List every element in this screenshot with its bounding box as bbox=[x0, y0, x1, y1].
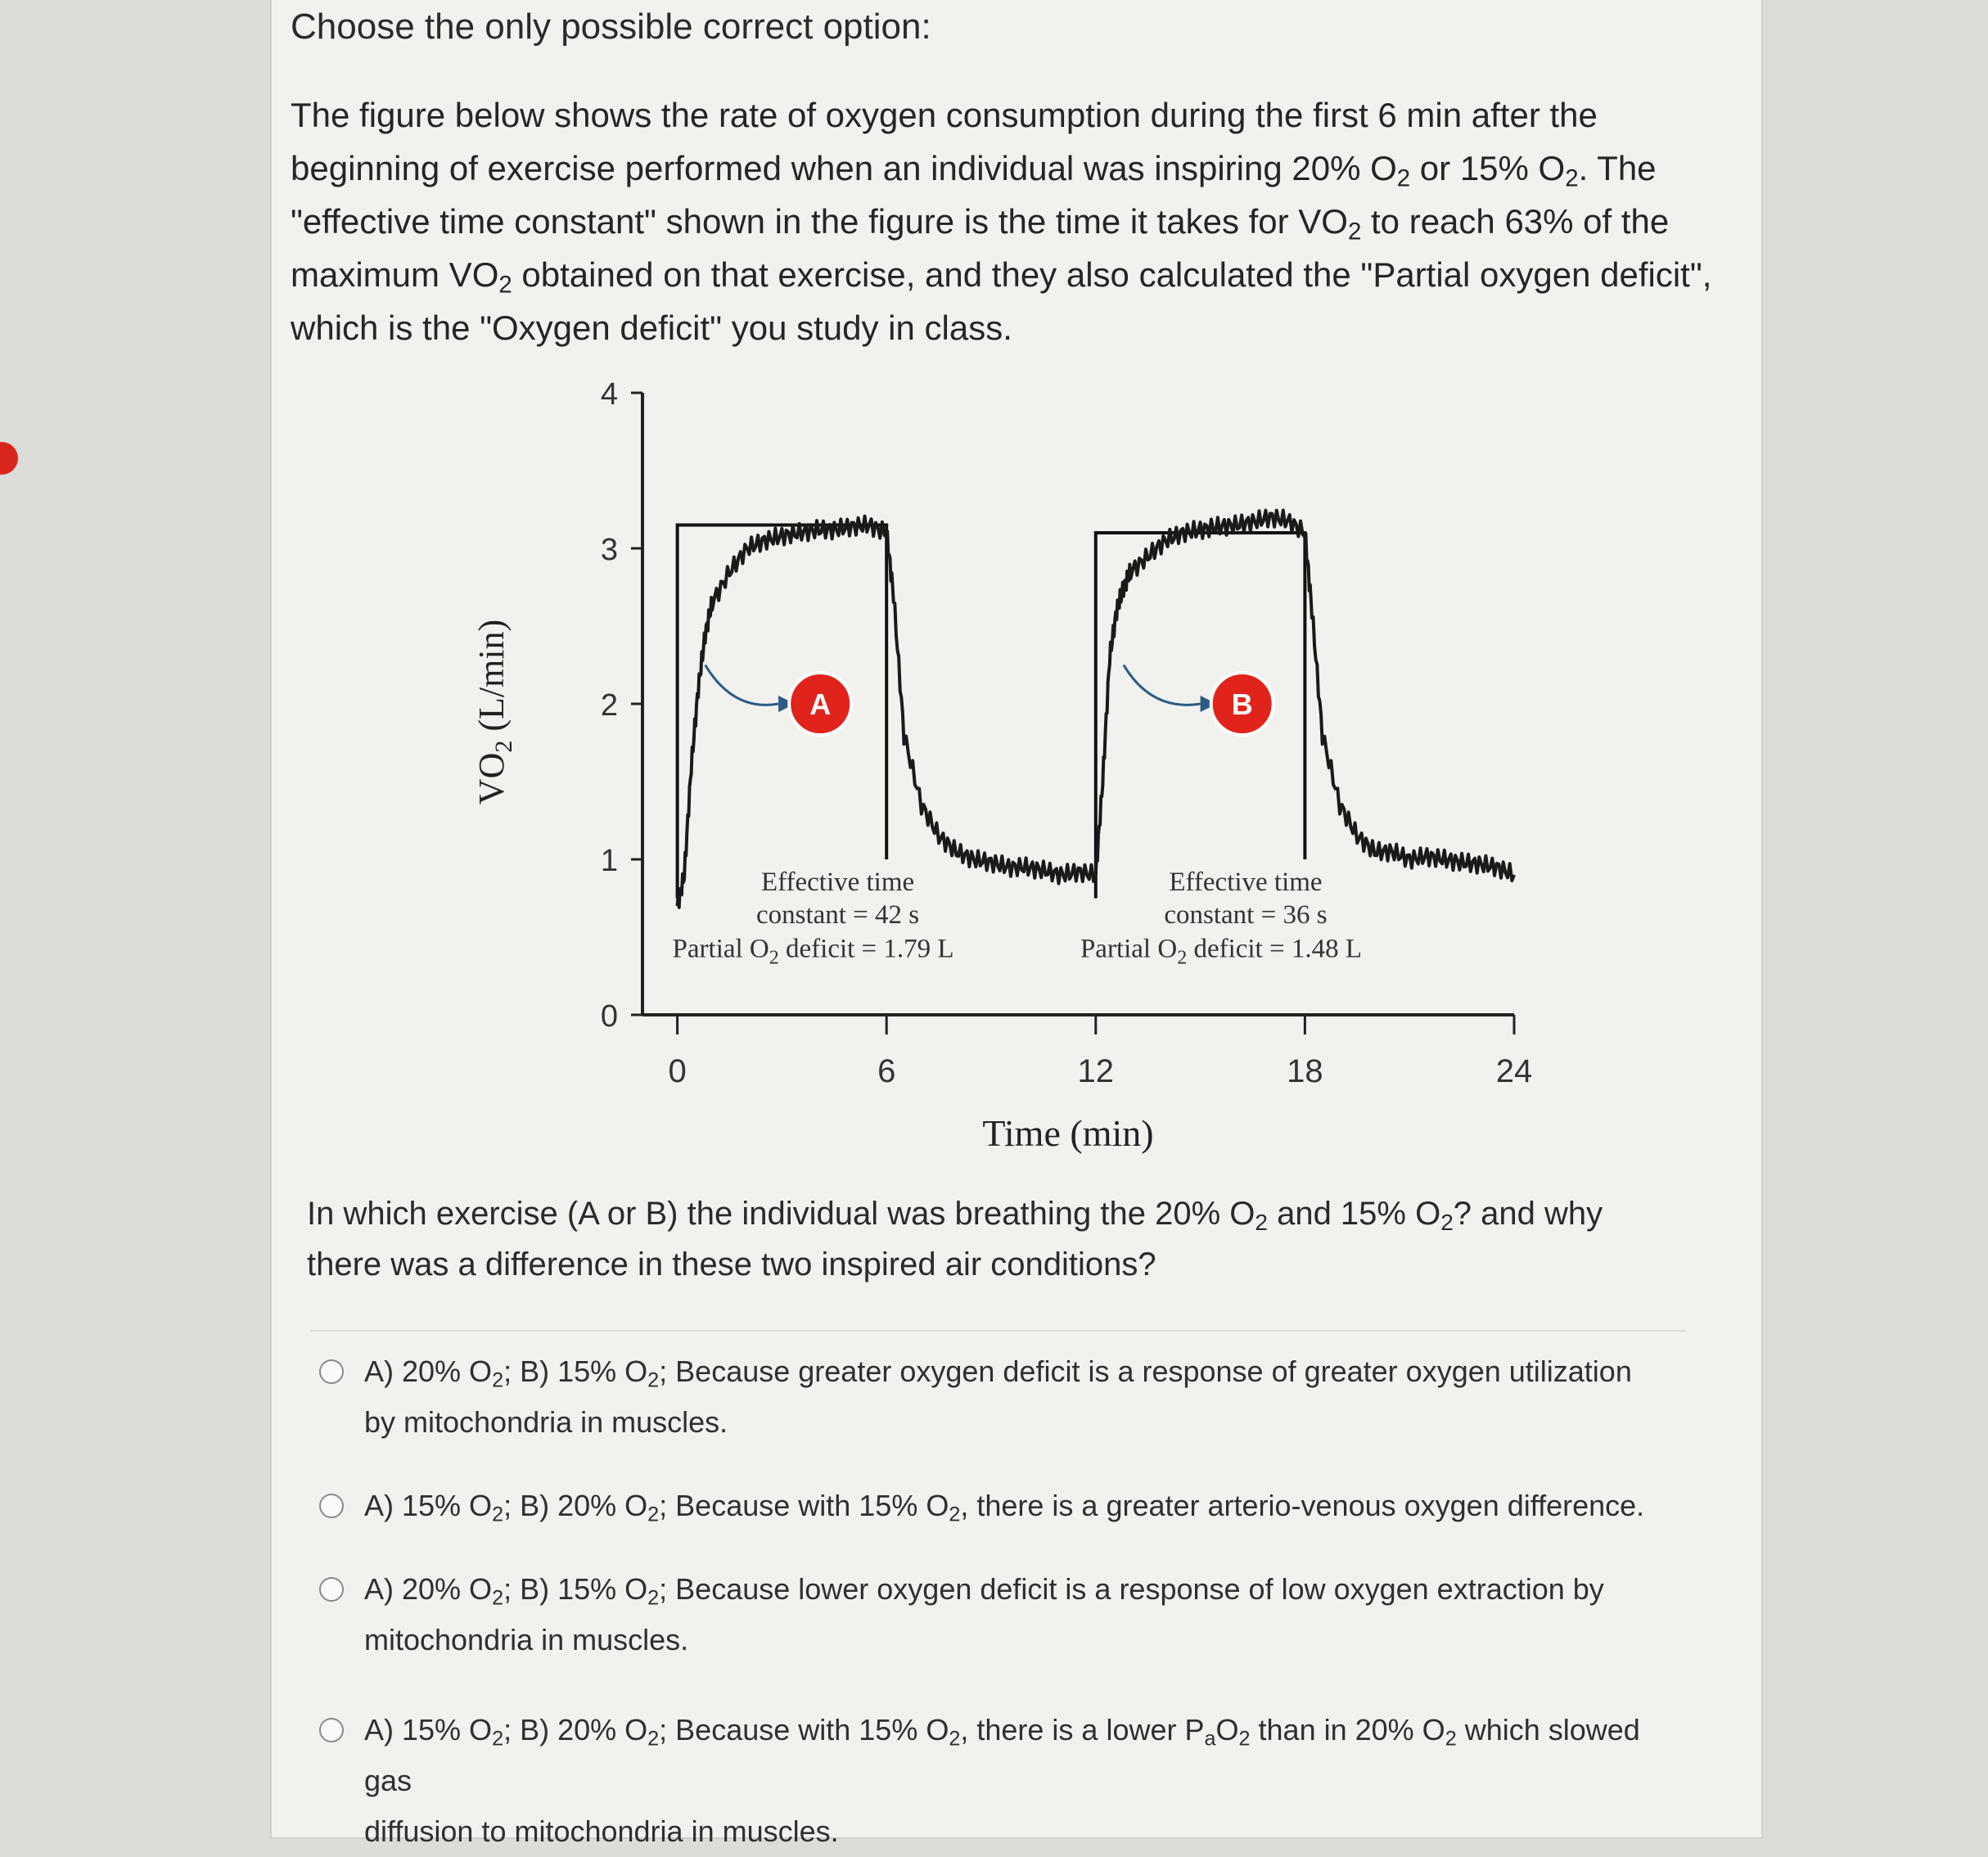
radio-button[interactable] bbox=[319, 1577, 344, 1602]
prompt-line: there was a difference in these two inspired air conditions? bbox=[307, 1246, 1156, 1282]
y-tick-label: 1 bbox=[600, 844, 618, 878]
radio-button[interactable] bbox=[319, 1494, 344, 1518]
x-tick-label: 6 bbox=[877, 1053, 896, 1089]
intro-line: The figure below shows the rate of oxygen consumption during the first 6 min after the bbox=[291, 96, 1598, 134]
annotation-line: constant = 42 s bbox=[755, 899, 920, 930]
option-text: by mitochondria in muscles. bbox=[364, 1405, 728, 1439]
intro-line: maximum $VO_2$ obtained on that exercise, and they also calculated the "Partial oxygen deficit", bbox=[291, 255, 1712, 299]
notification-dot bbox=[0, 442, 18, 475]
answer-option-3[interactable] bbox=[319, 1564, 1678, 1665]
answer-option-1[interactable] bbox=[319, 1346, 1678, 1448]
option-text: A) 20% $O_2$; B) 15% $O_2$; Because lower oxygen deficit is a response of low oxygen extraction by bbox=[364, 1572, 1604, 1610]
annotation-line: Partial $O_2$ deficit = 1.79 L bbox=[672, 934, 954, 969]
y-tick-label: 0 bbox=[600, 999, 618, 1034]
arrow-a bbox=[705, 665, 778, 705]
vo2-chart bbox=[442, 368, 1571, 1170]
annotation-line: constant = 36 s bbox=[1164, 899, 1328, 930]
y-tick-label: 4 bbox=[600, 377, 618, 412]
y-axis-label: $VO_2$ (L/min) bbox=[471, 619, 517, 805]
y-tick-label: 2 bbox=[600, 688, 618, 723]
arrow-b bbox=[1124, 665, 1201, 705]
question-header: Choose the only possible correct option: bbox=[291, 7, 931, 47]
radio-button[interactable] bbox=[319, 1359, 344, 1384]
option-text: mitochondria in muscles. bbox=[364, 1623, 689, 1656]
x-tick-label: 12 bbox=[1077, 1053, 1115, 1089]
option-text: diffusion to mitochondria in muscles. bbox=[364, 1814, 839, 1848]
question-intro bbox=[291, 88, 1731, 354]
option-text: A) 15% $O_2$; B) 20% $O_2$; Because with 15% $O_2$, there is a greater arterio-venous oxygen difference. bbox=[364, 1489, 1645, 1526]
prompt-line: In which exercise (A or B) the individual was breathing the 20% $O_2$ and 15% $O_2$? and why bbox=[307, 1196, 1603, 1235]
x-tick-label: 24 bbox=[1495, 1053, 1533, 1089]
annotation-line: Effective time bbox=[760, 868, 915, 897]
intro-line: "effective time constant" shown in the figure is the time it takes for $VO_2$ to reach 63% of the bbox=[291, 202, 1670, 246]
vo2-figure bbox=[442, 368, 1571, 1170]
x-tick-label: 0 bbox=[668, 1053, 687, 1089]
y-tick-label: 3 bbox=[600, 533, 618, 567]
option-text: A) 20% $O_2$; B) 15% $O_2$; Because greater oxygen deficit is a response of greater oxygen utilization bbox=[364, 1354, 1632, 1392]
step-box bbox=[678, 525, 887, 899]
marker-label: B bbox=[1231, 687, 1253, 721]
x-tick-label: 18 bbox=[1287, 1053, 1323, 1089]
intro-line: which is the "Oxygen deficit" you study in class. bbox=[291, 309, 1012, 347]
answer-option-4[interactable] bbox=[319, 1705, 1678, 1857]
marker-label: A bbox=[809, 687, 832, 721]
x-axis-label: Time (min) bbox=[982, 1112, 1154, 1154]
annotation-line: Effective time bbox=[1169, 868, 1323, 897]
question-prompt bbox=[307, 1188, 1698, 1290]
radio-button[interactable] bbox=[319, 1718, 344, 1742]
answer-option-2[interactable] bbox=[319, 1481, 1678, 1531]
intro-line: beginning of exercise performed when an individual was inspiring 20% $O_2$ or 15% $O_2$. The bbox=[291, 149, 1657, 192]
annotation-line: Partial $O_2$ deficit = 1.48 L bbox=[1080, 934, 1363, 969]
divider bbox=[311, 1330, 1686, 1332]
option-text: A) 15% $O_2$; B) 20% $O_2$; Because with 15% $O_2$, there is a lower $P_aO_2$ than in 20% $O_2$ which slowed gas bbox=[364, 1713, 1640, 1797]
answer-options bbox=[319, 1346, 1678, 1857]
